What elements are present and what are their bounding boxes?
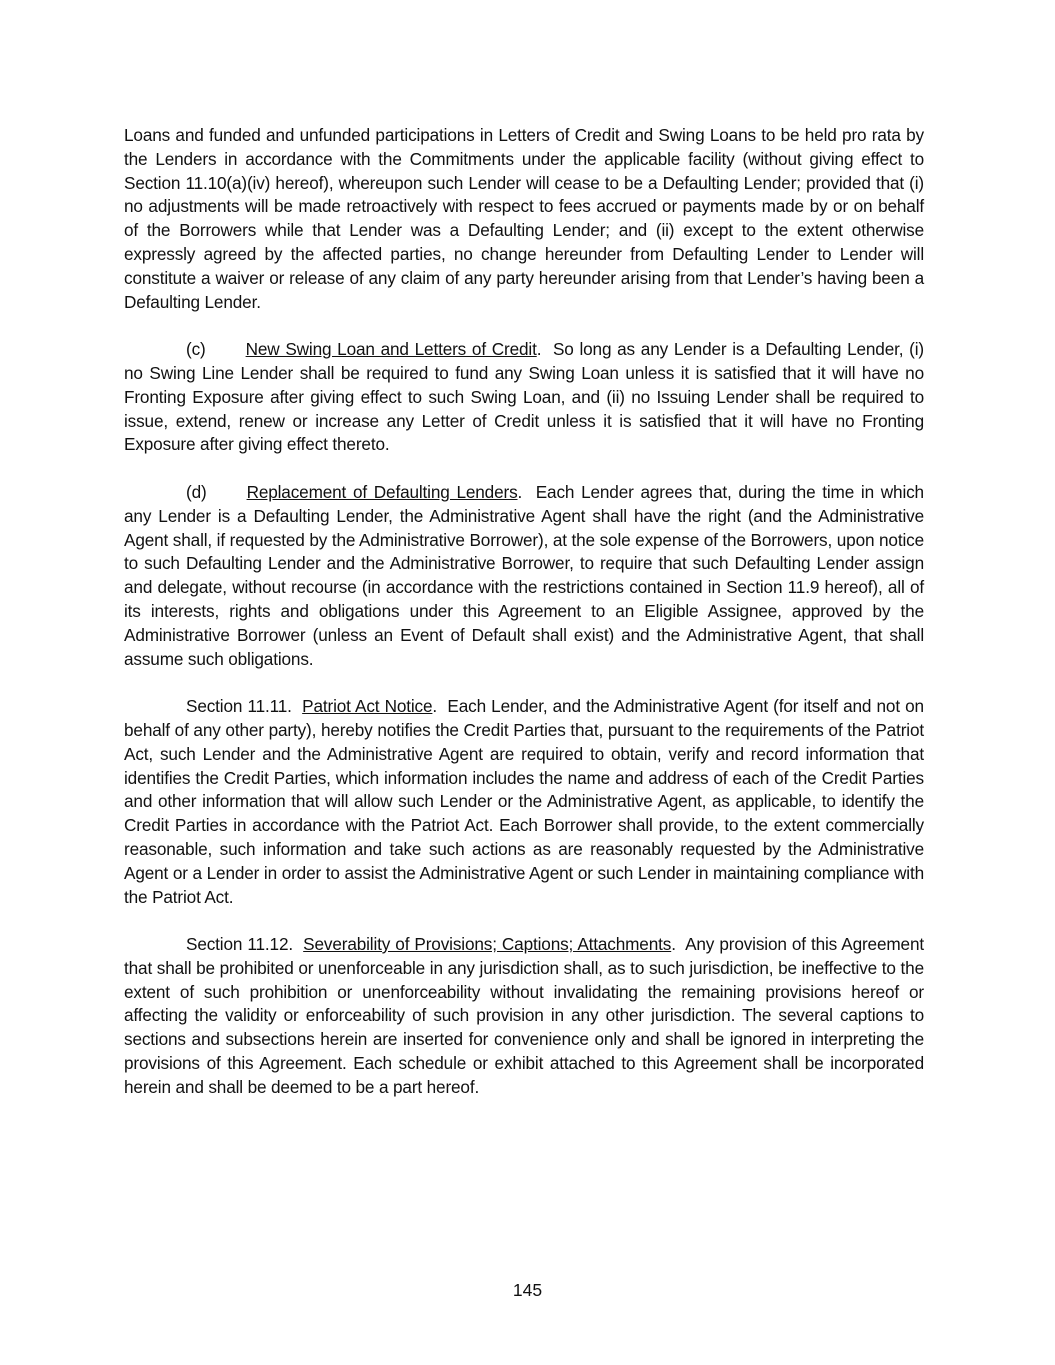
document-page — [124, 124, 924, 1123]
paragraph-c-heading: New Swing Loan and Letters of Credit — [245, 339, 537, 360]
section-11-11-heading: Patriot Act Notice — [302, 696, 433, 717]
section-11-12-heading: Severability of Provisions; Captions; Attachments — [303, 934, 672, 955]
section-11-11-body: Each Lender, and the Administrative Agent (for itself and not on behalf of any other party), hereby notifies the Credit Parties that, pursuant to the requirements of the Patriot Act, such Lender and the Administrative Agent are required to obtain, verify and record information that identifies the Credit Parties, which information includes the name and address of each of the Credit Parties and other information that will allow such Lender or the Administrative Agent, as applicable, to identify the Credit Parties in accordance with the Patriot Act. Each Borrower shall provide, to the extent commercially reasonable, such information and take such actions as are reasonably requested by the Administrative Agent or a Lender in order to assist the Administrative Agent or such Lender in maintaining compliance with the Patriot Act. — [124, 696, 924, 907]
paragraph-d: (d) Replacement of Defaulting Lenders. Each Lender agrees that, during the time in which any Lender is a Defaulting Lender, the Administrative Agent shall have the right (and the Administrative Agent shall, if requested by the Administrative Borrower), at the sole expense of the Borrowers, upon notice to such Defaulting Lender and the Administrative Borrower, to require that such Defaulting Lender assign and delegate, without recourse (in accordance with the restrictions contained in Section 11.9 hereof), all of its interests, rights and obligations under this Agreement to an Eligible Assignee, approved by the Administrative Borrower (unless an Event of Default shall exist) and the Administrative Agent, that shall assume such obligations. — [124, 481, 924, 669]
paragraph-c: (c) New Swing Loan and Letters of Credit. So long as any Lender is a Defaulting Lender, (i) no Swing Line Lender shall be required to fund any Swing Loan unless it is satisfied that it will have no Fronting Exposure after giving effect to such Swing Loan, and (ii) no Issuing Lender shall be required to issue, extend, renew or increase any Letter of Credit unless it is satisfied that it will have no Fronting Exposure after giving effect thereto. — [124, 339, 924, 455]
page-number: 145 — [512, 1280, 543, 1300]
paragraph-d-body: Each Lender agrees that, during the time in which any Lender is a Defaulting Lender, the Administrative Agent shall have the right (and the Administrative Agent shall, if requested by the Administrative Borrower), at the sole expense of the Borrowers, upon notice to such Defaulting Lender and the Administrative Borrower, to require that such Defaulting Lender assign and delegate, without recourse (in accordance with the restrictions contained in Section 11.9 hereof), all of its interests, rights and obligations under this Agreement to an Eligible Assignee, approved by the Administrative Borrower (unless an Event of Default shall exist) and the Administrative Agent, that shall assume such obligations. — [124, 481, 924, 669]
paragraph-c-label: (c) — [186, 339, 206, 360]
paragraph-c-body: So long as any Lender is a Defaulting Lender, (i) no Swing Line Lender shall be required to fund any Swing Loan unless it is satisfied that it will have no Fronting Exposure after giving effect to such Swing Loan, and (ii) no Issuing Lender shall be required to issue, extend, renew or increase any Letter of Credit unless it is satisfied that it will have no Fronting Exposure after giving effect thereto. — [124, 339, 924, 455]
section-11-11-number: Section 11.11. — [186, 696, 292, 717]
section-11-12-body: Any provision of this Agreement that shall be prohibited or unenforceable in any jurisdiction shall, as to such jurisdiction, be ineffective to the extent of such prohibition or unenforceability without invalidating the remaining provisions hereof or affecting the validity or enforceability of such provision in any other jurisdiction. The several captions to sections and subsections herein are inserted for convenience only and shall be ignored in interpreting the provisions of this Agreement. Each schedule or exhibit attached to this Agreement shall be incorporated herein and shall be deemed to be a part hereof. — [124, 934, 924, 1097]
paragraph-d-label: (d) — [186, 481, 207, 502]
continued-paragraph: Loans and funded and unfunded participations in Letters of Credit and Swing Loans to be held pro rata by the Lenders in accordance with the Commitments under the applicable facility (without giving effect to Section 11.10(a)(iv) hereof), whereupon such Lender will cease to be a Defaulting Lender; provided that (i) no adjustments will be made retroactively with respect to fees accrued or payments made by or on behalf of the Borrowers while that Lender was a Defaulting Lender; and (ii) except to the extent otherwise expressly agreed by the affected parties, no change hereunder from Defaulting Lender to Lender will constitute a waiver or release of any claim of any party hereunder arising from that Lender’s having been a Defaulting Lender. — [124, 125, 924, 312]
section-11-12-number: Section 11.12. — [186, 934, 293, 955]
section-11-12: Section 11.12. Severability of Provisions; Captions; Attachments. Any provision of this Agreement that shall be prohibited or unenforceable in any jurisdiction shall, as to such jurisdiction, be ineffective to the extent of such prohibition or unenforceability without invalidating the remaining provisions hereof or affecting the validity or enforceability of such provision in any other jurisdiction. The several captions to sections and subsections herein are inserted for convenience only and shall be ignored in interpreting the provisions of this Agreement. Each schedule or exhibit attached to this Agreement shall be incorporated herein and shall be deemed to be a part hereof. — [124, 934, 924, 1097]
section-11-11: Section 11.11. Patriot Act Notice. Each Lender, and the Administrative Agent (for itself and not on behalf of any other party), hereby notifies the Credit Parties that, pursuant to the requirements of the Patriot Act, such Lender and the Administrative Agent are required to obtain, verify and record information that identifies the Credit Parties, which information includes the name and address of each of the Credit Parties and other information that will allow such Lender or the Administrative Agent, as applicable, to identify the Credit Parties in accordance with the Patriot Act. Each Borrower shall provide, to the extent commercially reasonable, such information and take such actions as are reasonably requested by the Administrative Agent or a Lender in order to assist the Administrative Agent or such Lender in maintaining compliance with the Patriot Act. — [124, 696, 924, 907]
paragraph-d-heading: Replacement of Defaulting Lenders — [246, 481, 518, 502]
